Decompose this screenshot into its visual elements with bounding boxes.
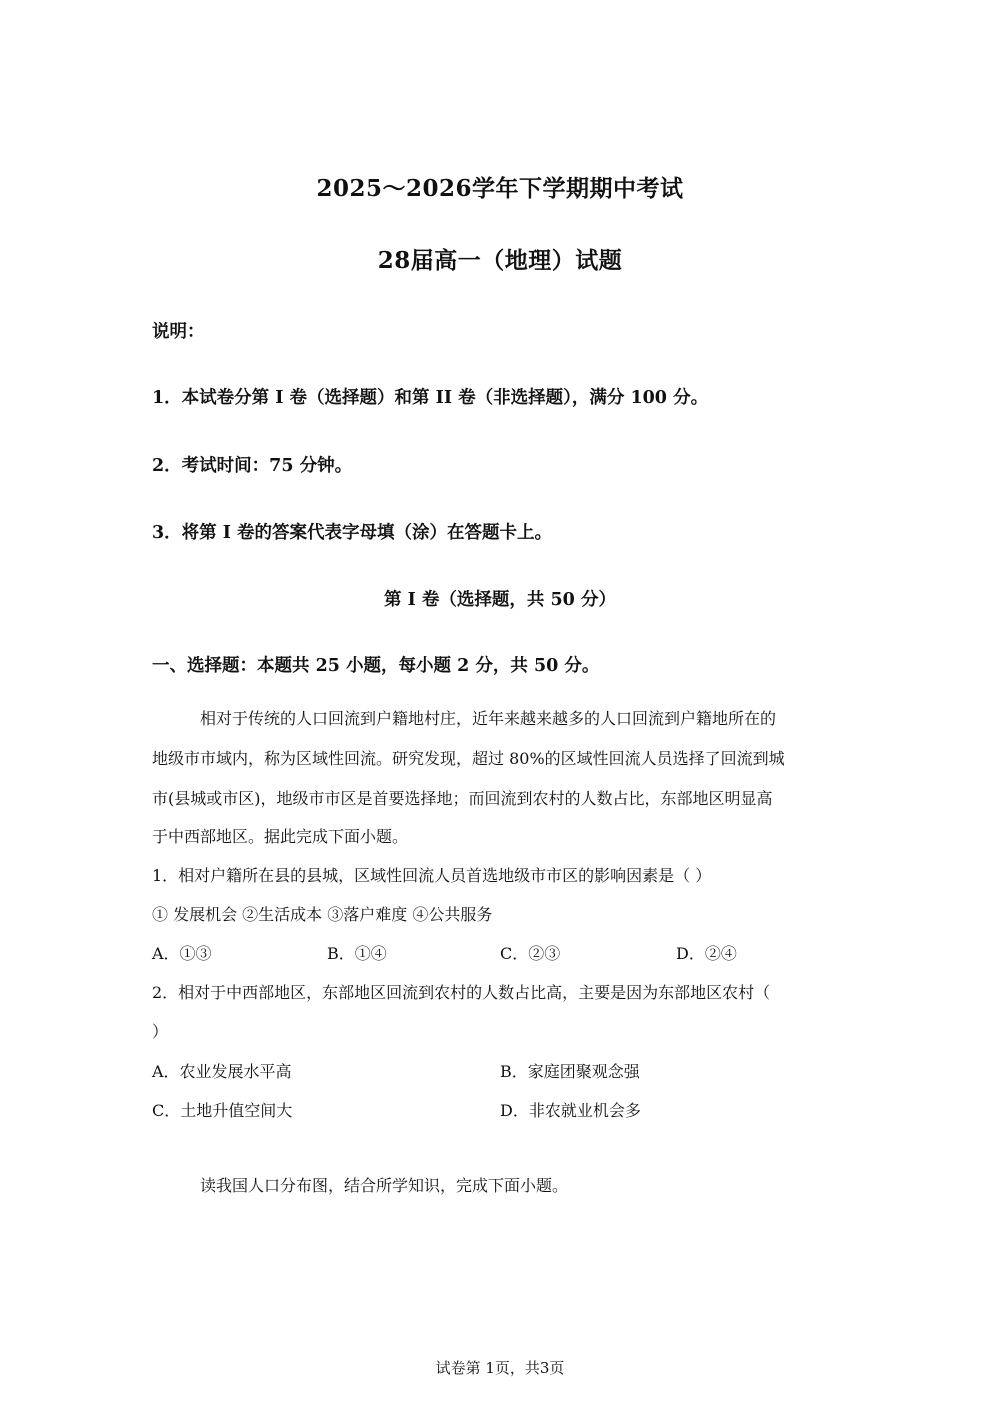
notes-heading: 说明： (152, 322, 205, 342)
passage-line: 于中西部地区。据此完成下面小题。 (152, 827, 409, 846)
part-heading: 一、选择题：本题共 25 小题，每小题 2 分，共 50 分。 (152, 656, 600, 676)
question-2-stem: 2．相对于中西部地区，东部地区回流到农村的人数占比高，主要是因为东部地区农村（ (152, 983, 771, 1002)
question-1-stem: 1．相对户籍所在县的县城，区域性回流人员首选地级市市区的影响因素是（ ） (152, 866, 712, 885)
passage-line: 地级市市域内，称为区域性回流。研究发现，超过 80%的区域性回流人员选择了回流到城 (152, 749, 785, 768)
question-2-option-c: C．土地升值空间大 (152, 1101, 293, 1120)
exam-title: 2025～2026学年下学期期中考试 (316, 175, 684, 202)
question-1-option-c: C．②③ (500, 944, 561, 963)
next-passage-intro: 读我国人口分布图，结合所学知识，完成下面小题。 (200, 1176, 569, 1195)
question-2-stem-end: ） (152, 1022, 169, 1041)
question-1-factors: ① 发展机会 ②生活成本 ③落户难度 ④公共服务 (152, 905, 493, 924)
question-1-option-b: B．①④ (327, 944, 387, 963)
passage-line: 相对于传统的人口回流到户籍地村庄，近年来越来越多的人口回流到户籍地所在的 (200, 709, 777, 728)
passage-line: 市(县城或市区)，地级市市区是首要选择地；而回流到农村的人数占比，东部地区明显高 (152, 789, 773, 808)
question-2-option-b: B．家庭团聚观念强 (500, 1062, 640, 1081)
exam-subtitle: 28届高一（地理）试题 (377, 247, 623, 274)
question-1-option-d: D．②④ (676, 944, 737, 963)
note-item: 1．本试卷分第 I 卷（选择题）和第 II 卷（非选择题），满分 100 分。 (152, 388, 709, 408)
question-2-option-d: D．非农就业机会多 (500, 1101, 641, 1120)
section-title: 第 I 卷（选择题，共 50 分） (384, 590, 616, 610)
question-2-option-a: A．农业发展水平高 (152, 1062, 292, 1081)
page-footer: 试卷第 1页，共3页 (435, 1359, 565, 1377)
note-item: 3．将第 I 卷的答案代表字母填（涂）在答题卡上。 (152, 523, 553, 543)
note-item: 2．考试时间：75 分钟。 (152, 456, 353, 476)
question-1-option-a: A．①③ (152, 944, 212, 963)
